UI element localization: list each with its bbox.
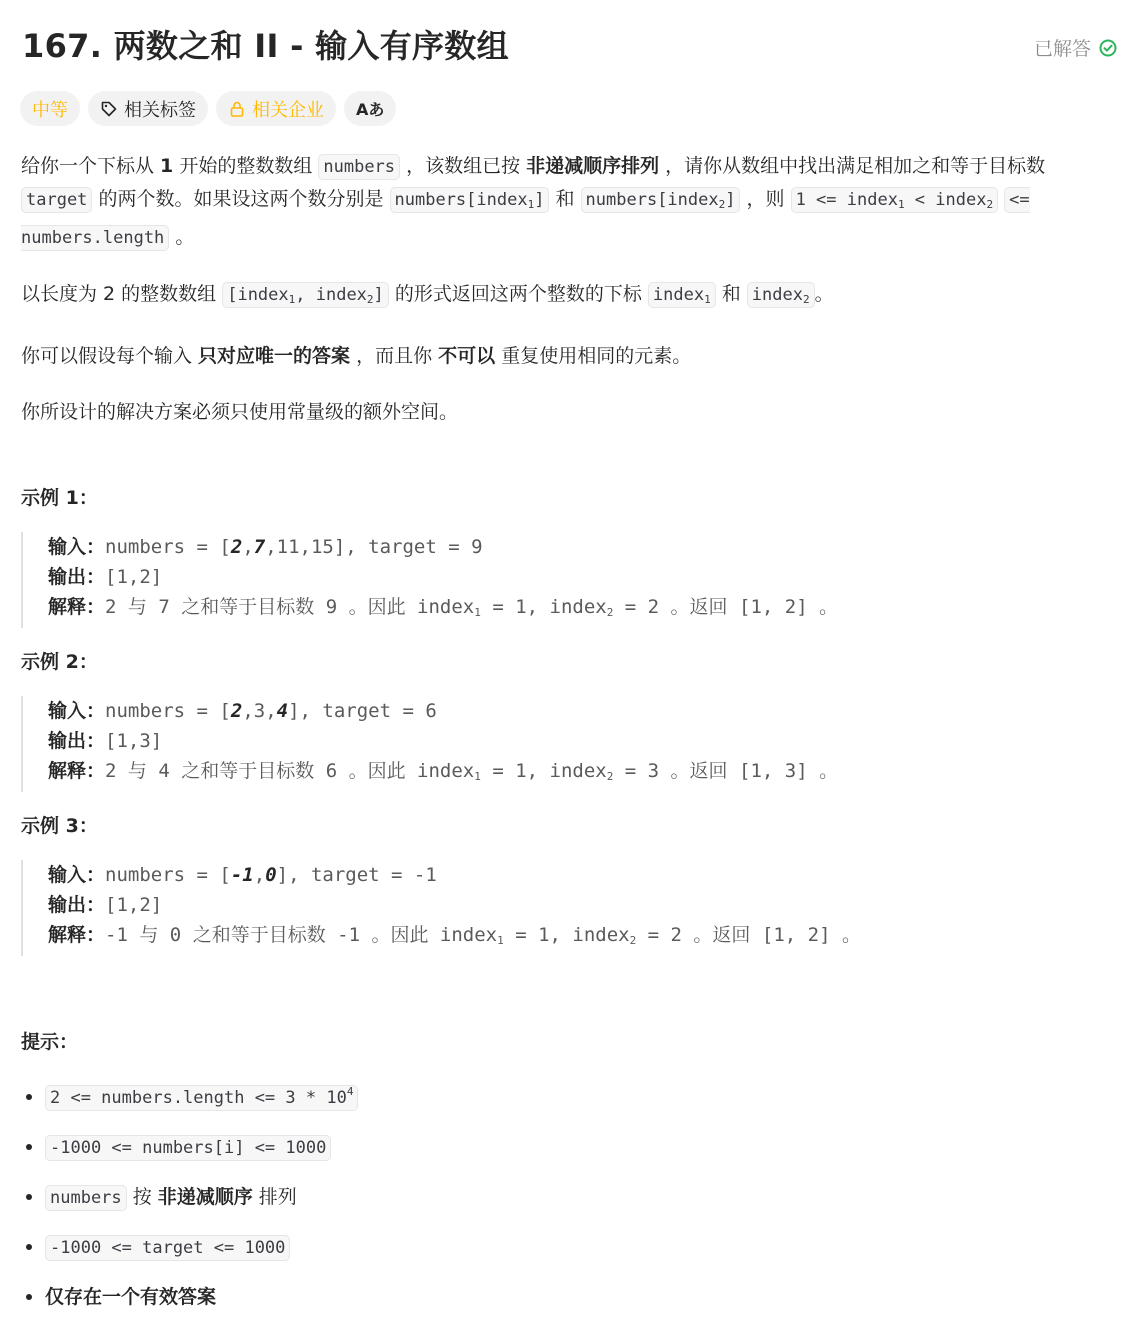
inline-code: -1000 <= target <= 1000 xyxy=(45,1235,290,1261)
text: 的两个数。如果设这两个数分别是 xyxy=(92,188,390,210)
text: 之和等于目标数 xyxy=(181,760,315,782)
example-input-line xyxy=(48,532,1116,562)
constraint-item xyxy=(45,1181,1116,1214)
subscript: 1 xyxy=(288,293,296,306)
example-3-heading: 示例 3： xyxy=(21,815,98,837)
output-label: 输出： xyxy=(48,894,106,916)
code-text: numbers[index xyxy=(394,190,528,210)
code-text: , xyxy=(242,536,254,558)
subscript: 2 xyxy=(986,198,994,211)
text: ，该数组已按 xyxy=(400,155,527,177)
text: 。因此 xyxy=(371,924,429,946)
output-value: [1,2] xyxy=(105,566,163,588)
code-text: ,3, xyxy=(242,700,277,722)
code-text: index xyxy=(405,760,475,782)
output-value: [1,2] xyxy=(105,894,163,916)
output-label: 输出： xyxy=(48,730,106,752)
subscript: 1 xyxy=(474,770,481,783)
code-text: ] xyxy=(534,190,545,210)
inline-code: numbers xyxy=(318,154,400,180)
explanation-label: 解释： xyxy=(48,760,106,782)
constraints-heading: 提示： xyxy=(21,1031,79,1053)
bold-text: 不可以 xyxy=(438,345,496,367)
companies-tag-button[interactable] xyxy=(216,91,336,126)
inline-code xyxy=(581,187,741,213)
code-text: 6 xyxy=(314,760,349,782)
translate-button[interactable] xyxy=(344,91,396,126)
code-text: index xyxy=(405,596,475,618)
description-paragraph-4: 你所设计的解决方案必须只使用常量级的额外空间。 xyxy=(21,401,459,423)
inline-code xyxy=(390,187,550,213)
bold-text: 只对应唯一的答案 xyxy=(198,345,351,367)
example-output-line xyxy=(48,562,1116,592)
text: 重复使用相同的元素。 xyxy=(495,345,692,367)
text: 。 xyxy=(169,226,195,248)
code-text: index xyxy=(652,285,705,305)
highlight-value: 2 xyxy=(230,536,243,558)
text: ，请你从数组中找出满足相加之和等于目标数 xyxy=(659,155,1046,177)
code-text: ], target = -1 xyxy=(276,864,437,886)
code-text: 2 xyxy=(105,760,128,782)
constraint-item xyxy=(45,1231,1116,1264)
text: 。 xyxy=(819,760,839,782)
code-text: numbers = [ xyxy=(105,864,231,886)
text: 之和等于目标数 xyxy=(181,596,315,618)
problem-header xyxy=(22,24,1117,68)
subscript: 1 xyxy=(527,198,535,211)
constraints-list xyxy=(21,1076,1116,1313)
text: 你可以假设每个输入 xyxy=(21,345,199,367)
example-output-line xyxy=(48,890,1116,920)
explanation-label: 解释： xyxy=(48,924,106,946)
explanation-label: 解释： xyxy=(48,596,106,618)
text: 。返回 xyxy=(670,596,728,618)
input-label: 输入： xyxy=(48,864,106,886)
highlight-value: 0 xyxy=(265,864,277,886)
inline-code: <= numbers.length xyxy=(21,187,1030,251)
subscript: 2 xyxy=(802,293,810,306)
example-explanation-line xyxy=(48,592,1116,628)
bold-text: 1 xyxy=(160,155,174,177)
code-text: [1, 2] xyxy=(750,924,842,946)
input-label: 输入： xyxy=(48,536,106,558)
example-1-block xyxy=(21,532,1116,628)
tag-icon xyxy=(100,100,118,118)
code-text: 0 xyxy=(158,924,193,946)
check-circle-icon xyxy=(1099,39,1117,57)
code-text: = 2 xyxy=(613,596,671,618)
code-text: , index xyxy=(295,285,367,305)
text: 与 xyxy=(127,596,147,618)
code-text: 2 xyxy=(105,596,128,618)
text: 按 xyxy=(126,1186,158,1208)
code-text: numbers = [ xyxy=(105,700,231,722)
code-text: [index xyxy=(227,285,289,305)
code-text: = 1, index xyxy=(480,760,607,782)
superscript: 4 xyxy=(346,1085,354,1098)
example-2-heading: 示例 2： xyxy=(21,651,98,673)
code-text: [1, 2] xyxy=(727,596,820,618)
page-title: 167. 两数之和 II - 输入有序数组 xyxy=(22,27,509,65)
subscript: 2 xyxy=(718,198,726,211)
example-3-block xyxy=(21,860,1116,956)
companies-tag-label: 相关企业 xyxy=(252,99,324,121)
example-output-line xyxy=(48,726,1116,756)
code-text: ], target = 6 xyxy=(288,700,437,722)
code-text: ,11,15], target = 9 xyxy=(265,536,483,558)
highlight-value: -1 xyxy=(230,864,254,886)
constraint-item xyxy=(45,1076,1116,1114)
text: 和 xyxy=(715,283,747,305)
inline-code xyxy=(747,282,815,308)
code-text: index xyxy=(751,285,803,305)
output-value: [1,3] xyxy=(105,730,163,752)
code-text: ] xyxy=(725,190,736,210)
code-text: 7 xyxy=(146,596,182,618)
inline-code: -1000 <= numbers[i] <= 1000 xyxy=(45,1135,331,1161)
solved-status xyxy=(1034,34,1117,61)
code-text: = 1, index xyxy=(503,924,630,946)
text: 之和等于目标数 xyxy=(192,924,326,946)
lock-icon xyxy=(228,100,246,118)
inline-code: target xyxy=(21,187,92,213)
example-2-block xyxy=(21,696,1116,792)
description-paragraph-1 xyxy=(21,150,1116,254)
topics-tag-label: 相关标签 xyxy=(124,99,196,121)
code-text: = 3 xyxy=(613,760,671,782)
code-text: numbers[index xyxy=(585,190,719,210)
example-input-line xyxy=(48,860,1116,890)
example-1-heading: 示例 1： xyxy=(21,487,98,509)
highlight-value: 7 xyxy=(253,536,266,558)
solved-label: 已解答 xyxy=(1033,38,1091,60)
text: 和 xyxy=(549,188,581,210)
text: 。因此 xyxy=(348,760,406,782)
bold-text: 非递减顺序 xyxy=(157,1186,253,1208)
text: 与 xyxy=(139,924,159,946)
text: 。 xyxy=(841,924,861,946)
subscript: 1 xyxy=(497,934,504,947)
translate-icon: Aあ xyxy=(356,100,385,119)
text: 排列 xyxy=(252,1186,297,1208)
code-text: [1, 3] xyxy=(727,760,820,782)
subscript: 2 xyxy=(606,770,614,783)
topics-tag-button[interactable] xyxy=(88,91,208,126)
highlight-value: 4 xyxy=(276,700,289,722)
code-text: 2 <= numbers.length <= 3 * 10 xyxy=(50,1088,347,1108)
code-text: ] xyxy=(373,285,384,305)
text: 以长度为 2 的整数数组 xyxy=(21,283,223,305)
text: ，则 xyxy=(740,188,791,210)
subscript: 2 xyxy=(606,606,614,619)
text: 的形式返回这两个整数的下标 xyxy=(388,283,648,305)
example-explanation-line xyxy=(48,920,1116,956)
output-label: 输出： xyxy=(48,566,106,588)
inline-code xyxy=(45,1085,358,1111)
code-text: -1 xyxy=(325,924,372,946)
constraint-item xyxy=(45,1281,1116,1313)
text: 开始的整数数组 xyxy=(173,155,319,177)
text: 。 xyxy=(819,596,839,618)
code-text: , xyxy=(253,864,266,886)
code-text: numbers = [ xyxy=(105,536,231,558)
inline-code: numbers xyxy=(45,1185,127,1211)
inline-code xyxy=(648,282,716,308)
code-text: 4 xyxy=(146,760,182,782)
code-text: = 2 xyxy=(636,924,694,946)
text: 。 xyxy=(814,283,834,305)
subscript: 1 xyxy=(897,198,905,211)
constraint-item xyxy=(45,1131,1116,1164)
description-paragraph-2 xyxy=(21,278,1116,316)
code-text: = 1, index xyxy=(480,596,607,618)
tag-row xyxy=(20,91,396,126)
text: 。因此 xyxy=(348,596,406,618)
text: ，而且你 xyxy=(350,345,439,367)
subscript: 1 xyxy=(474,606,481,619)
text: 给你一个下标从 xyxy=(21,155,161,177)
subscript: 2 xyxy=(366,293,374,306)
input-label: 输入： xyxy=(48,700,106,722)
problem-description xyxy=(21,150,1116,1330)
example-input-line xyxy=(48,696,1116,726)
description-paragraph-3 xyxy=(21,340,1116,372)
code-text: -1 xyxy=(105,924,140,946)
code-text: < index xyxy=(904,190,987,210)
code-text: 1 <= index xyxy=(795,190,898,210)
text: 与 xyxy=(127,760,147,782)
code-text: 9 xyxy=(314,596,349,618)
subscript: 2 xyxy=(629,934,637,947)
example-explanation-line xyxy=(48,756,1116,792)
text: 。返回 xyxy=(670,760,728,782)
difficulty-badge: 中等 xyxy=(20,91,80,126)
inline-code xyxy=(222,282,389,308)
code-text: index xyxy=(428,924,498,946)
bold-text: 非递减顺序排列 xyxy=(526,155,660,177)
bold-text: 仅存在一个有效答案 xyxy=(45,1286,217,1308)
highlight-value: 2 xyxy=(230,700,243,722)
subscript: 1 xyxy=(704,293,711,306)
inline-code xyxy=(791,187,999,213)
text: 。返回 xyxy=(693,924,751,946)
